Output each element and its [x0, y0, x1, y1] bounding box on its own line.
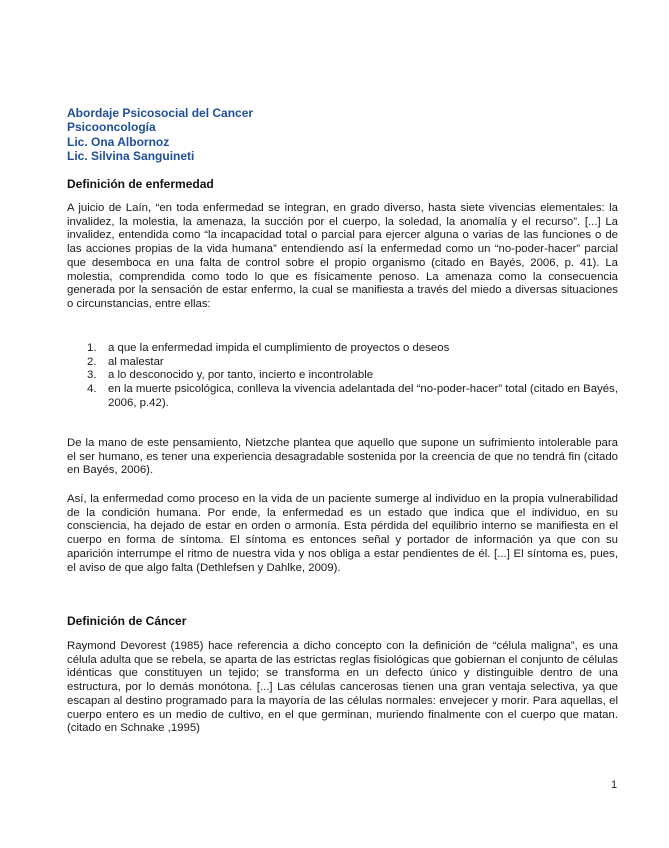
list-item-text: a lo desconocido y, por tanto, incierto e incontrolable: [108, 369, 374, 382]
section-heading-enfermedad: Definición de enfermedad: [67, 177, 214, 191]
paragraph: Así, la enfermedad como proceso en la vida de un paciente sumerge al individuo en la propia vulnerabilidad de la condición humana. Por ende, la enfermedad es un estado que indica que el individuo, en su consciencia, ha dejado de estar en orden o armonía. Esta pérdida del equilibrio interno se manifiesta en el cuerpo en forma de síntoma. El síntoma es entonces señal y portador de información ya que con su aparición interrumpe el ritmo de nuestra vida y nos obliga a estar pendientes de él. [...] El síntoma es, pues, el aviso de que algo falta (Dethlefsen y Dahlke, 2009).: [67, 493, 618, 574]
list-item-number: 3.: [87, 369, 97, 382]
list-item-text: en la muerte psicológica, conlleva la vivencia adelantada del “no-poder-hacer” total (citado en Bayés, 2006, p.42).: [108, 383, 618, 409]
list-item-number: 4.: [87, 383, 97, 396]
list-item: [87, 383, 618, 410]
document-subtitle: Psicooncología: [67, 120, 156, 135]
numbered-list: [87, 342, 618, 411]
list-item-text: a que la enfermedad impida el cumplimiento de proyectos o deseos: [108, 342, 450, 354]
list-item-number: 1.: [87, 342, 97, 354]
list-item: [87, 342, 618, 356]
author-name: Lic. Ona Albornoz: [67, 134, 170, 149]
document-title: Abordaje Psicosocial del Cancer: [67, 106, 254, 120]
list-item: [87, 369, 618, 383]
list-item-text: al malestar: [108, 355, 164, 368]
paragraph: A juicio de Laín, “en toda enfermedad se integran, en grado diverso, hasta siete vivencias elementales: la invalidez, la molestia, la amenaza, la succión por el cuerpo, la soledad, la anomalía y el recurso”. [...] La invalidez, entendida como “la incapacidad total o parcial para ejercer alguna o varias de las funciones o de las acciones propias de la vida humana” entendiendo así la enfermedad como un “no-poder-hacer” parcial que desemboca en una falta de control sobre el propio organismo (citado en Bayés, 2006, p. 41). La molestia, comprendida como todo lo que es físicamente penoso. La amenaza como la consecuencia generada por la sensación de estar enfermo, la cual se manifiesta a través del miedo a diversas situaciones o circunstancias, entre ellas:: [67, 202, 618, 310]
paragraph: Raymond Devorest (1985) hace referencia a dicho concepto con la definición de “célula maligna”, es una célula adulta que se rebela, se aparta de las estrictas reglas fisiológicas que gobiernan el conjunto de células idénticas que constituyen un tejido; se transforma en un defecto único y distinguible dentro de una estructura, por lo demás monótona. [...] Las células cancerosas tienen una gran ventaja selectiva, ya que escapan al destino programado para la mayoría de las células normales: envejecer y morir. Para aquellas, el cuerpo entero es un medio de cultivo, en el que germinan, muriendo finalmente con el cuerpo que matan. (citado en Schnake ,1995): [67, 640, 618, 735]
list-item: [87, 356, 618, 370]
list-item-number: 2.: [87, 355, 97, 368]
author-name: Lic. Silvina Sanguineti: [67, 149, 195, 164]
document-header: [67, 106, 607, 164]
page-number: 1: [611, 779, 618, 791]
section-heading-cancer: Definición de Cáncer: [67, 614, 187, 628]
paragraph: De la mano de este pensamiento, Nietzche plantea que aquello que supone un sufrimiento intolerable para el ser humano, es tener una experiencia desagradable sostenida por la creencia de que no tendrá fin (citado en Bayés, 2006).: [67, 437, 618, 477]
